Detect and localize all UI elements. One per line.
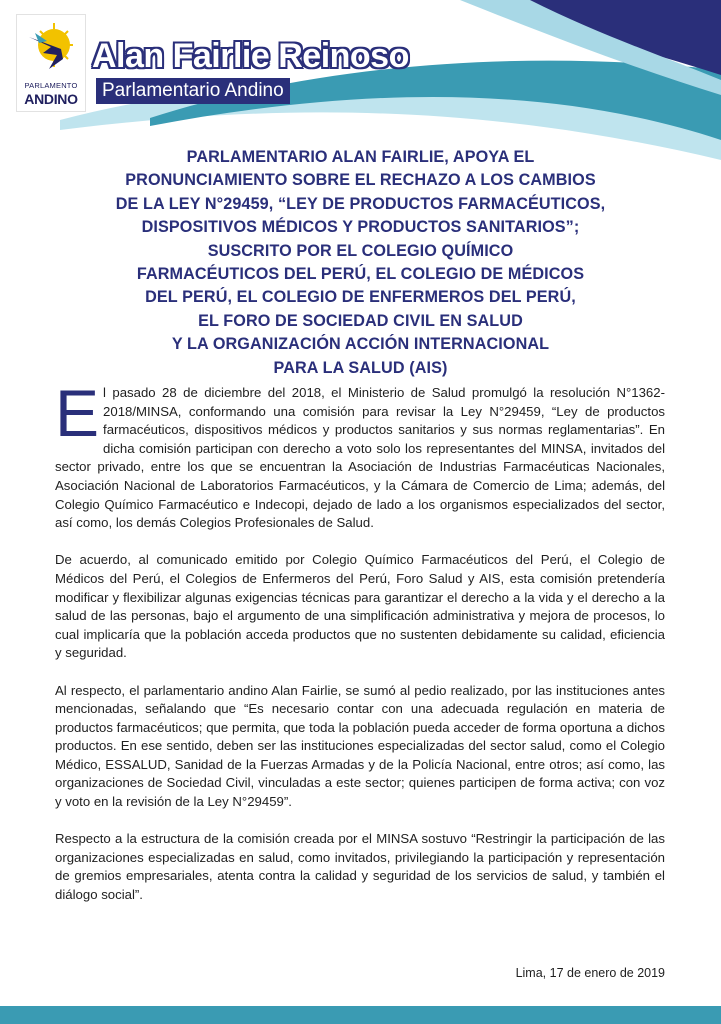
paragraph-1-text: l pasado 28 de diciembre del 2018, el Ministerio de Salud promulgó la resolución N°1362-2018/MINSA, conformando una comisión para revisar la Ley N°29459, “Ley de productos farmacéuticos, dispositivos médicos y productos sanitarios y sus normas reglamentarias”. En dicha comisión participan con derecho a voto solo los representantes del MINSA, invitados del sector privado, entre los que se encuentran la Asociación de Industrias Farmacéuticas Nacionales, Asociación Nacional de Laboratorios Farmacéuticos, y la Cámara de Comercio de Lima; además, del Colegio Químico Farmacéutico e Indecopi, dejado de lado a los organismos especializados del sector, así como, los demás Colegios Profesionales de Salud. bbox=[55, 385, 665, 531]
paragraph-2: De acuerdo, al comunicado emitido por Colegio Químico Farmacéuticos del Perú, el Colegio de Médicos del Perú, el Colegios de Enfermeros del Perú, Foro Salud y AIS, esta comisión pretendería modificar y flexibilizar algunas exigencias técnicas para garantizar el derecho a la vida y el derecho a la salud de las personas, bajo el argumento de una simplificación administrativa y mejora de procesos, lo cual implicaría que la población acceda productos que no sustenten debidamente su calidad, eficiencia y seguridad. bbox=[55, 552, 665, 661]
footer-bar bbox=[0, 1006, 721, 1024]
paragraph-3: Al respecto, el parlamentario andino Alan Fairlie, se sumó al pedio realizado, por las instituciones antes mencionadas, señalando que “Es necesario contar con una adecuada regulación en materia de productos farmacéuticos; que permita, que toda la población pueda acceder de forma oportuna a dichos productos. En ese sentido, deben ser las instituciones especializadas del sector salud, como el Colegio Médico, ESSALUD, Sanidad de la Fuerzas Armadas y de la Policía Nacional, entre otros; así como, las organizaciones de Sociedad Civil, vinculadas a este sector; quienes participen de forma activa; con voz y voto en la revisión de la Ley N°29459”. bbox=[55, 682, 665, 810]
title-line: PRONUNCIAMIENTO SOBRE EL RECHAZO A LOS CAMBIOS bbox=[125, 171, 596, 190]
drop-cap: E bbox=[55, 376, 100, 450]
title-line: FARMACÉUTICOS DEL PERÚ, EL COLEGIO DE MÉDICOS bbox=[136, 265, 585, 284]
article-body bbox=[55, 376, 665, 923]
logo-line2: ANDINO bbox=[24, 91, 78, 107]
title-line: DEL PERÚ, EL COLEGIO DE ENFERMEROS DEL PERÚ, bbox=[145, 288, 576, 307]
title-line: PARA LA SALUD (AIS) bbox=[273, 358, 448, 377]
logo-line1: PARLAMENTO bbox=[24, 81, 78, 90]
author-name: Alan Fairlie Reinoso bbox=[92, 37, 409, 75]
document-date: Lima, 17 de enero de 2019 bbox=[515, 966, 665, 980]
title-line: DISPOSITIVOS MÉDICOS Y PRODUCTOS SANITARIOS”; bbox=[141, 218, 580, 237]
paragraph-4: Respecto a la estructura de la comisión creada por el MINSA sostuvo “Restringir la participación de las organizaciones especializadas en salud, como invitados, privilegiando la participación y representación de gremios empresariales, atenta contra la calidad y seguridad de los servicios de salud, y también el diálogo social”. bbox=[55, 831, 665, 903]
document-title bbox=[60, 146, 661, 380]
title-line: Y LA ORGANIZACIÓN ACCIÓN INTERNACIONAL bbox=[171, 335, 550, 354]
title-line: PARLAMENTARIO ALAN FAIRLIE, APOYA EL bbox=[186, 148, 535, 166]
title-line: EL FORO DE SOCIEDAD CIVIL EN SALUD bbox=[198, 311, 523, 330]
parlamento-andino-logo bbox=[16, 14, 86, 112]
title-line: SUSCRITO POR EL COLEGIO QUÍMICO bbox=[207, 241, 514, 260]
title-line: DE LA LEY N°29459, “LEY DE PRODUCTOS FARMACÉUTICOS, bbox=[115, 194, 606, 213]
paragraph-1 bbox=[55, 376, 665, 533]
author-role: Parlamentario Andino bbox=[96, 78, 290, 104]
condor-sun-icon bbox=[21, 19, 81, 79]
